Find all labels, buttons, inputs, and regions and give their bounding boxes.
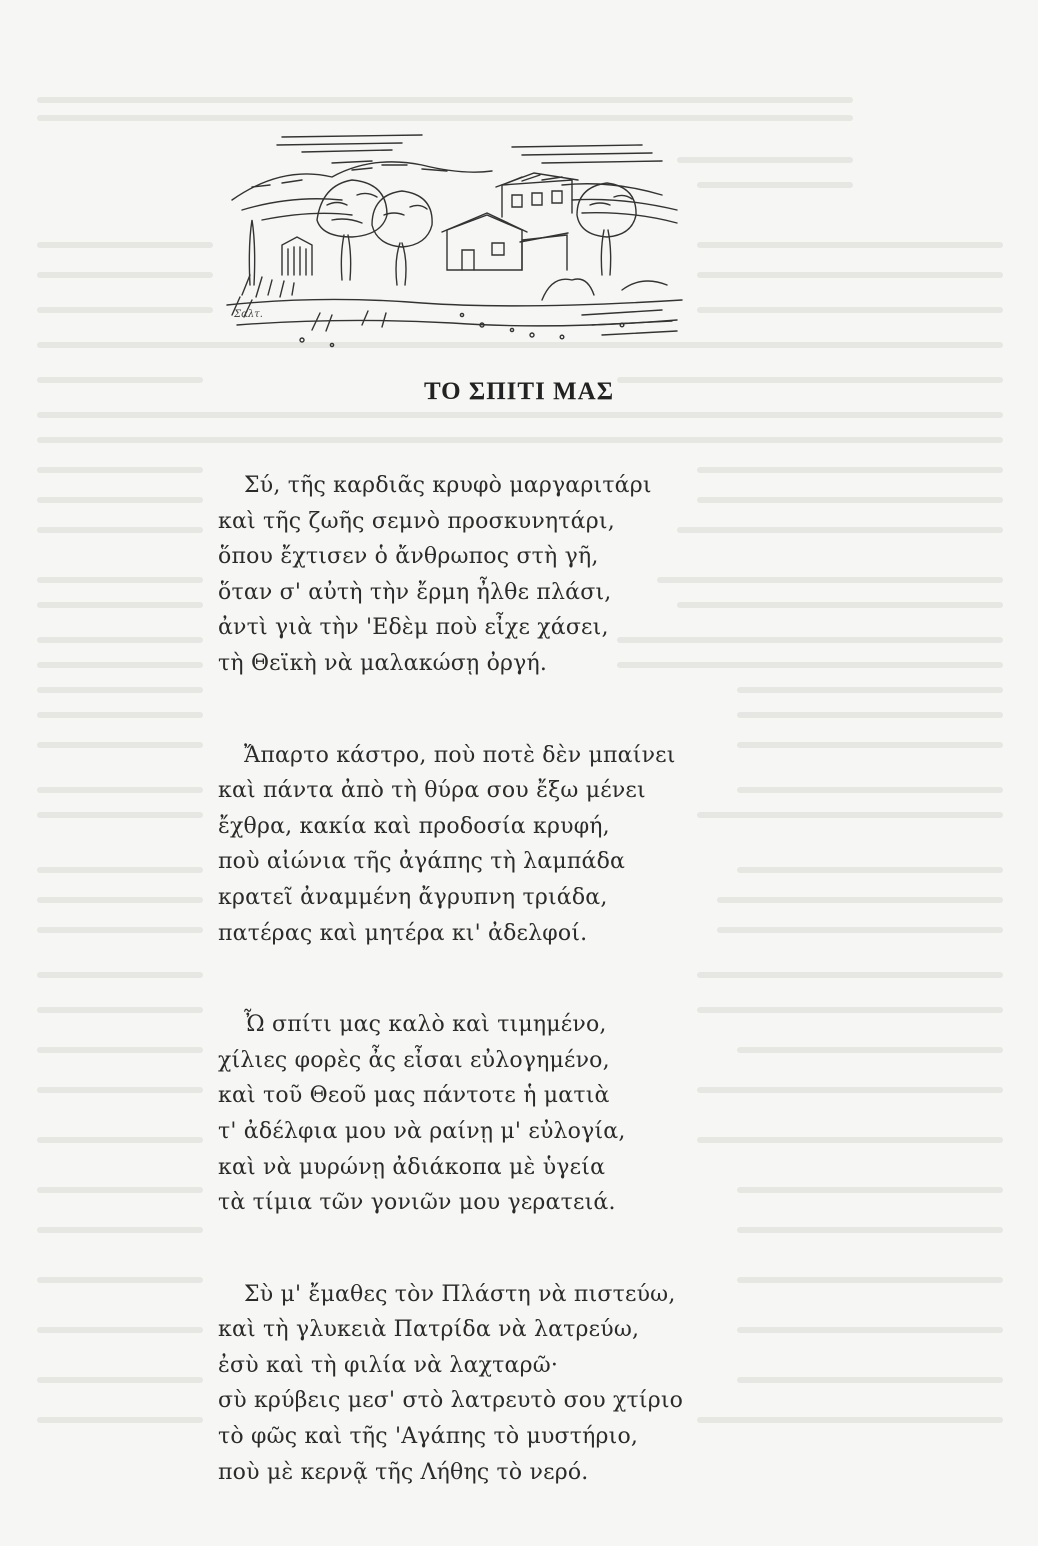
poem-line: Ἄπαρτο κάστρο, ποὺ ποτὲ δὲν μπαίνει [244,742,676,768]
poem-line: τὰ τίμια τῶν γονιῶν μου γερατειά. [218,1190,616,1216]
poem-line: ἔχθρα, κακία καὶ προδοσία κρυφή, [218,813,610,839]
poem-line: ποὺ μὲ κερνᾷ τῆς Λήθης τὸ νερό. [218,1459,589,1485]
poem-body [218,468,778,1546]
poem-line: καὶ τῆς ζωῆς σεμνὸ προσκυνητάρι, [218,508,615,534]
poem-line: Σὺ μ' ἔμαθες τὸν Πλάστη νὰ πιστεύω, [244,1281,676,1307]
stanza-4 [218,1277,778,1491]
poem-line: καὶ τοῦ Θεοῦ μας πάντοτε ἡ ματιὰ [218,1083,610,1109]
poem-line: ἐσὺ καὶ τὴ φιλία νὰ λαχταρῶ· [218,1352,559,1378]
stanza-1 [218,468,778,682]
poem-line: ἀντὶ γιὰ τὴν 'Εδὲμ ποὺ εἶχε χάσει, [218,615,609,641]
poem-line: καὶ πάντα ἀπὸ τὴ θύρα σου ἔξω μένει [218,778,646,804]
poem-line: Σύ, τῆς καρδιᾶς κρυφὸ μαργαριτάρι [244,473,652,498]
poem-line: καὶ τὴ γλυκειὰ Πατρίδα νὰ λατρεύω, [218,1317,640,1343]
poem-line: ποὺ αἰώνια τῆς ἀγάπης τὴ λαμπάδα [218,849,626,875]
poem-line: χίλιες φορὲς ἆς εἶσαι εὐλογημένο, [218,1047,610,1073]
poem-line: Ὦ σπίτι μας καλὸ καὶ τιμημένο, [244,1012,607,1038]
poem-line: πατέρας καὶ μητέρα κι' ἀδελφοί. [218,920,588,946]
poem-title: ΤΟ ΣΠΙΤΙ ΜΑΣ [423,378,615,405]
stanza-3 [218,1007,778,1221]
poem-line: καὶ νὰ μυρώνῃ ἀδιάκοπα μὲ ὑγεία [218,1154,606,1180]
poem-line: σὺ κρύβεις μεσ' στὸ λατρευτὸ σου χτίριο [218,1388,684,1414]
poem-line: τὴ Θεϊκὴ νὰ μαλακώσῃ ὀργή. [218,650,548,676]
illustration-signature: Σαλτ. [234,309,263,320]
poem-line: τ' ἀδέλφια μου νὰ ραίνῃ μ' εὐλογία, [218,1118,626,1144]
stanza-2 [218,738,778,952]
poem-line: ὅπου ἔχτισεν ὁ ἄνθρωπος στὴ γῆ, [218,544,599,570]
poem-line: τὸ φῶς καὶ τῆς 'Αγάπης τὸ μυστήριο, [218,1424,639,1450]
poem-line: ὅταν σ' αὐτὴ τὴν ἔρμη ἦλθε πλάσι, [218,579,612,605]
poem-line: κρατεῖ ἀναμμένη ἄγρυπνη τριάδα, [218,884,608,910]
house-landscape-illustration [222,125,687,360]
